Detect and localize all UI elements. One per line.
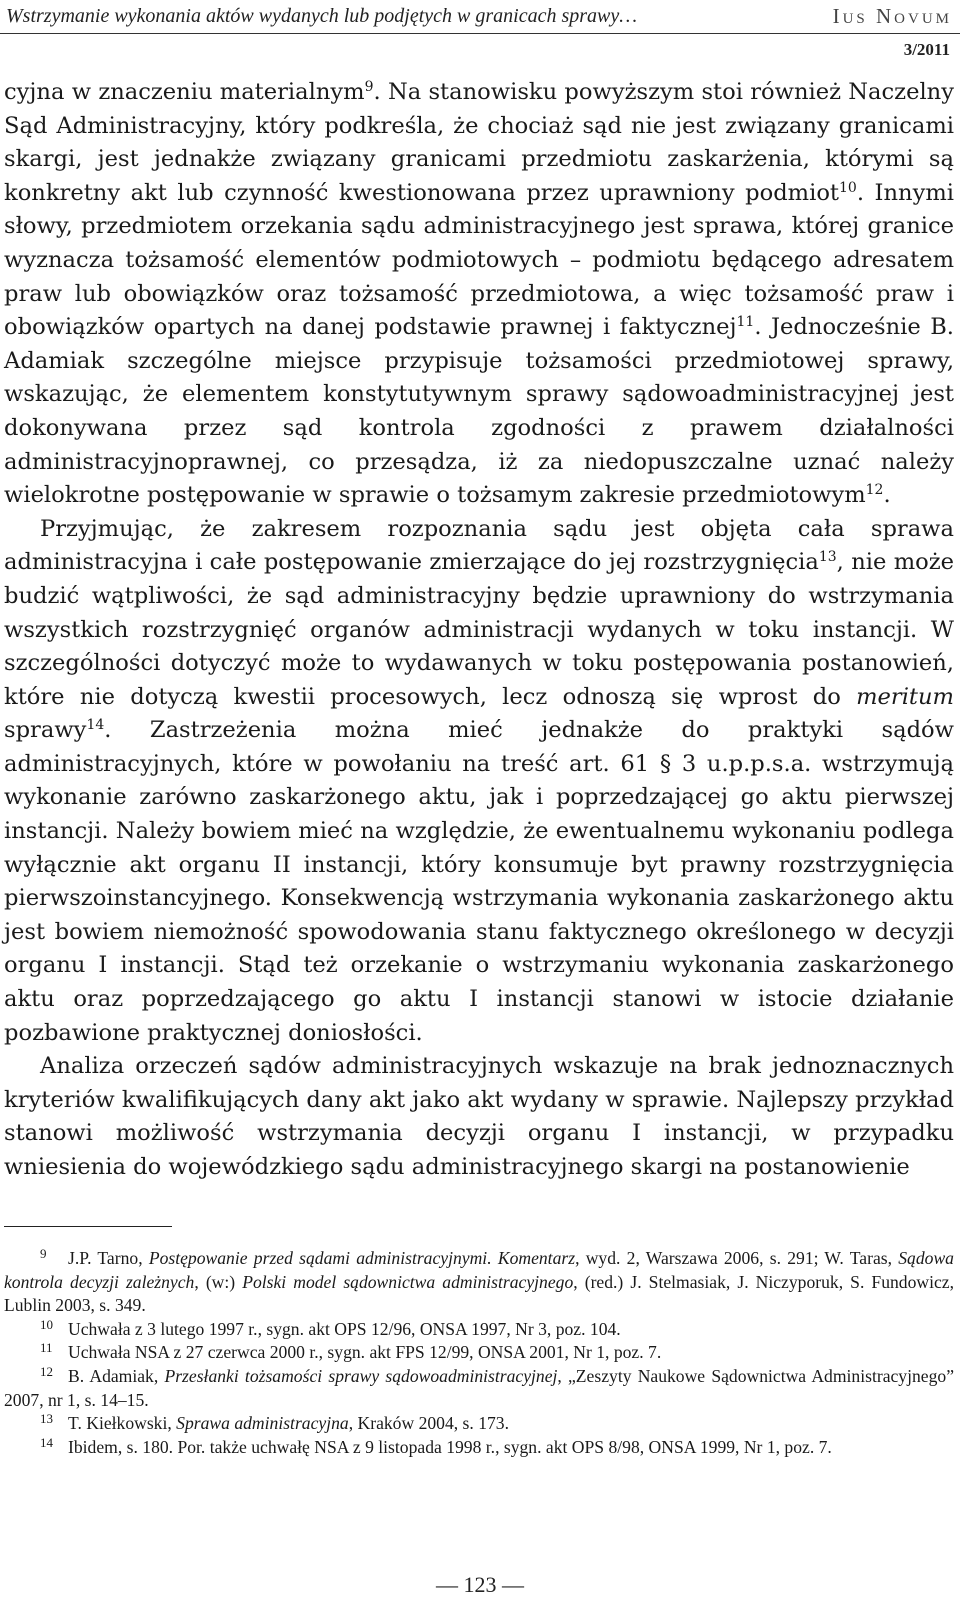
- footnote-text: T. Kiełkowski,: [68, 1413, 177, 1434]
- page-number: — 123 —: [436, 1572, 524, 1597]
- footnote-ref-10[interactable]: 10: [839, 179, 857, 196]
- text-run: sprawy: [4, 717, 87, 744]
- text-run: .: [883, 482, 891, 509]
- text-run: . Innymi słowy, przedmiotem orzekania sądu administracyjnego jest sprawa, której granice wyznacza tożsamość elementów podmiotowych – podmiotu będącego adresatem praw lub obowiązków oraz tożsamość przedmiotowa, a więc tożsamość praw i obowiązków opartych na danej podstawie prawnej i faktycznej: [4, 179, 954, 341]
- footnote-title: Sprawa administracyjna: [176, 1413, 349, 1434]
- footnote-text: J.P. Tarno,: [68, 1248, 149, 1268]
- text-run: . Na stanowisku powyższym stoi również Naczelny Sąd Administracyjny, który podkreśla, że chociaż sąd nie jest związany granicami skargi, jest jednakże związany granicami przedmiotu zaskarżenia, którymi są konkretny akt lub czynność kwestionowana przez uprawniony podmiot: [4, 79, 954, 206]
- text-run: Przyjmując, że zakresem rozpoznania sądu jest objęta cała sprawa administracyjna i całe postępowanie zmierzające do jej rozstrzygnięcia: [4, 515, 954, 576]
- footnote-title: Postępowanie przed sądami administracyjnymi. Komentarz: [148, 1248, 576, 1268]
- footnote-title: Sądowa kontrola decyzji zależnych: [4, 1248, 954, 1292]
- journal-logo: Ius Novum: [832, 4, 952, 28]
- footnote-9: 9 J.P. Tarno, Postępowanie przed sądami administracyjnymi. Komentarz, wyd. 2, Warszawa 2006, s. 291; W. Taras, Sądowa kontrola decyzji zależnych, (w:) Polski model sądownictwa administracyjnego, (red.) J. Stelmasiak, J. Niczyporuk, S. Fundowicz, Lublin 2003, s. 349.: [4, 1246, 955, 1316]
- footnote-12: 12 B. Adamiak, Przesłanki tożsamości sprawy sądowoadministracyjnej, „Zeszyty Naukowe Sądownictwa Administracyjnego” 2007, nr 1, s. 14–15.: [4, 1363, 954, 1410]
- running-title: Wstrzymanie wykonania aktów wydanych lub podjętych w granicach sprawy…: [6, 5, 638, 27]
- footnote-ref-9[interactable]: 9: [364, 79, 374, 95]
- footnote-text: , (red.) J. Stelmasiak, J. Niczyporuk, S. Fundowicz, Lublin 2003, s. 349.: [4, 1271, 955, 1316]
- italic-term: meritum: [856, 683, 954, 710]
- paragraph-3: Analiza orzeczeń sądów administracyjnych wskazuje na brak jednoznacznych kryteriów kwalifikujących dany akt jako akt wydany w sprawie. Najlepszy przykład stanowi możliwość wstrzymania decyzji organu I instancji, w przypadku wniesienia do wojewódzkiego sądu administracyjnego skargi na postanowienie: [4, 1053, 954, 1180]
- text-run: . Jednocześnie B. Adamiak szczególne miejsce przypisuje tożsamości przedmiotowej sprawy, wskazując, że elementem konstytutywnym sprawy sądowoadministracyjnej jest dokonywana przez sąd kontrola zgodności z prawem działalności administracyjnoprawnej, co przesądza, iż za niedopuszczalne uznać należy wielokrotne postępowanie w sprawie o tożsamym zakresie przedmiotowym: [4, 314, 954, 509]
- footnote-title: Polski model sądownictwa administracyjnego: [242, 1271, 574, 1292]
- text-run: cyjna w znaczeniu materialnym: [4, 79, 365, 105]
- footnote-ref-12[interactable]: 12: [865, 482, 884, 499]
- text-run: , nie może budzić wątpliwości, że sąd administracyjny będzie uprawniony do wstrzymania wszystkich rozstrzygnięć organów administracji wydanych w toku instancji. W szczególności dotyczyć może to wydawanych w toku postępowania postanowień, które nie dotyczą kwestii procesowych, lecz odnoszą się wprost do: [4, 549, 955, 710]
- issue-number: 3/2011: [903, 40, 950, 59]
- footnote-ref-11[interactable]: 11: [736, 314, 755, 331]
- footnote-text: , „Zeszyty Naukowe Sądownictwa Administracyjnego” 2007, nr 1, s. 14–15.: [4, 1365, 954, 1410]
- footnote-text: , Kraków 2004, s. 173.: [348, 1413, 509, 1434]
- footnote-separator: [4, 1226, 172, 1227]
- footnote-text: B. Adamiak,: [68, 1365, 165, 1386]
- footnotes: [4, 1247, 954, 1459]
- footnote-ref-13[interactable]: 13: [818, 549, 837, 566]
- footnote-14: 14 Ibidem, s. 180. Por. także uchwałę NSA z 9 listopada 1998 r., sygn. akt OPS 8/98, ONSA 1999, Nr 1, poz. 7.: [40, 1434, 832, 1457]
- main-text: [4, 76, 954, 1185]
- paragraph-2: [4, 513, 954, 1051]
- footnote-10: 10 Uchwała z 3 lutego 1997 r., sygn. akt OPS 12/96, ONSA 1997, Nr 3, poz. 104.: [40, 1316, 621, 1339]
- footnote-11: 11 Uchwała NSA z 27 czerwca 2000 r., sygn. akt FPS 12/99, ONSA 2001, Nr 1, poz. 7.: [40, 1340, 662, 1363]
- page-header: [0, 0, 960, 34]
- footnote-ref-14[interactable]: 14: [86, 717, 105, 734]
- footnote-13: 13 T. Kiełkowski, Sprawa administracyjna, Kraków 2004, s. 173.: [40, 1411, 509, 1434]
- footnote-text: Uchwała NSA z 27 czerwca 2000 r., sygn. akt FPS 12/99, ONSA 2001, Nr 1, poz. 7.: [68, 1342, 662, 1363]
- paragraph-1: [4, 76, 954, 513]
- footnote-text: Uchwała z 3 lutego 1997 r., sygn. akt OPS 12/96, ONSA 1997, Nr 3, poz. 104.: [68, 1318, 621, 1339]
- text-run: . Zastrzeżenia można mieć jednakże do praktyki sądów administracyjnych, które w powołaniu na treść art. 61 § 3 u.p.p.s.a. wstrzymują wykonanie zarówno zaskarżonego aktu, jak i poprzedzającej go aktu pierwszej instancji. Należy bowiem mieć na względzie, że ewentualnemu wykonaniu podlega wyłącznie akt organu II instancji, który konsumuje byt prawny rozstrzygnięcia pierwszoinstancyjnego. Konsekwencją wstrzymania wykonania zaskarżonego aktu jest bowiem niemożność spowodowania stanu faktycznego określonego w decyzji organu I instancji. Stąd też orzekanie o wstrzymaniu wykonania zaskarżonego aktu oraz poprzedzającego go aktu I instancji stanowi w istocie działanie pozbawione praktycznej doniosłości.: [4, 717, 954, 1046]
- footnote-title: Przesłanki tożsamości sprawy sądowoadministracyjnej: [164, 1365, 558, 1386]
- footnote-text: Ibidem, s. 180. Por. także uchwałę NSA z 9 listopada 1998 r., sygn. akt OPS 8/98, ONSA 1999, Nr 1, poz. 7.: [68, 1436, 832, 1457]
- footnote-text: , wyd. 2, Warszawa 2006, s. 291; W. Taras,: [575, 1248, 899, 1268]
- footnote-text: , (w:): [194, 1271, 243, 1292]
